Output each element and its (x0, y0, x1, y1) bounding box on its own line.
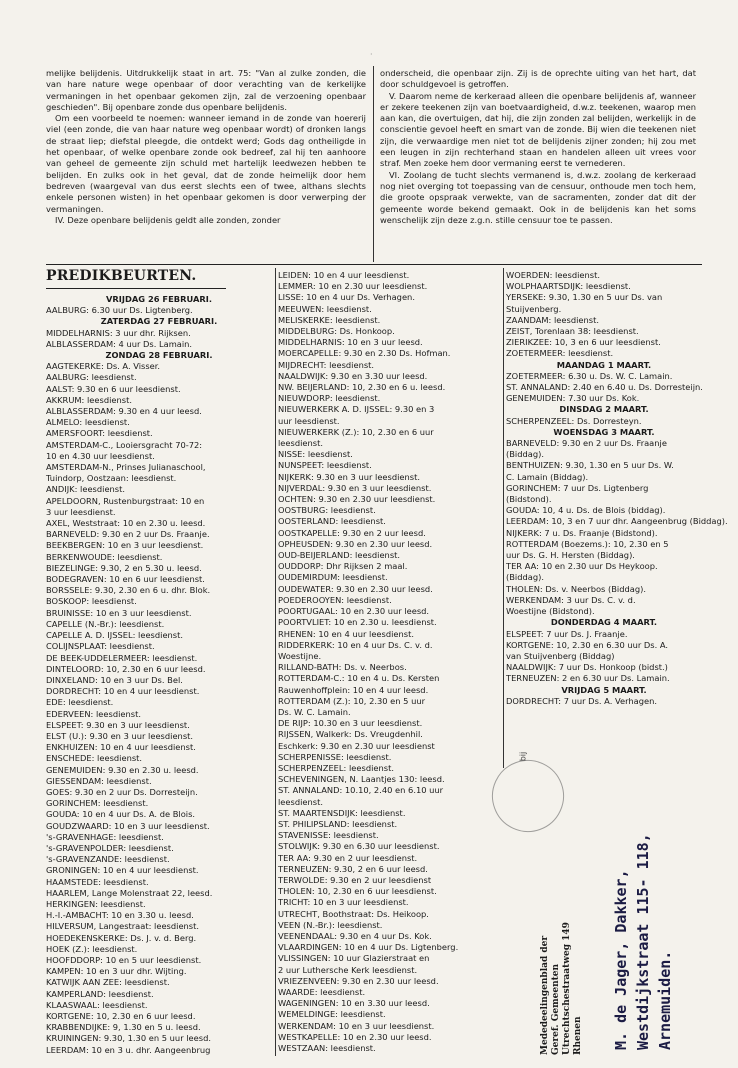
service-entry: AALBURG: 6.30 uur Ds. Ligtenberg. (46, 305, 193, 316)
service-entry: ALBLASSERDAM: 4 uur Ds. Lamain. (46, 338, 193, 349)
service-entry: LEIDEN: 10 en 4 uur leesdienst. (278, 270, 410, 280)
service-entry: H.-I.-AMBACHT: 10 en 3.30 u. leesd. (46, 910, 194, 921)
address-line: Westdijkstraat 115- 118, (634, 833, 652, 1050)
service-entry: ROTTERDAM-C.: 10 en 4 u. Ds. Kersten (278, 673, 440, 684)
day-heading: WOENSDAG 3 MAART. (553, 426, 655, 437)
service-entry: Ds. W. C. Lamain. (278, 706, 351, 717)
service-entry: (Bidstond). (506, 494, 552, 505)
service-entry: ALBLASSERDAM: 9.30 en 4 uur leesd. (46, 406, 202, 417)
address-line: M. de Jager, Dakker, (612, 869, 630, 1050)
service-entry: GIESSENDAM: leesdienst. (46, 775, 152, 786)
service-entry: 's-GRAVENZANDE: leesdienst. (46, 854, 170, 865)
service-entry: ELSPEET: 9.30 en 3 uur leesdienst. (46, 719, 190, 730)
service-entry: TER AA: 10 en 2.30 uur Ds Heykoop. (506, 561, 658, 572)
service-entry: AALBURG: leesdienst. (46, 372, 137, 383)
page-mark: · (370, 50, 373, 59)
title-underline (46, 288, 226, 289)
column-rule (275, 268, 276, 1056)
intro-paragraph: V. Daarom neme de kerkeraad alleen die openbare belijdenis af, wanneer er zekere teekenen zijn van boetvaardigheid, d.w.z. teekenen, waarop men aan kan, die overtuigen, dat hij, die zijn zonden zal belijden, werkelijk in de conscientie gevoel heeft en smart van de zonde. Bij wien die teekenen niet zijn, die verwaardige men niet tot de belijdenis zijner zonden; hij zou met een leugen in zijn rechterhand staan en handelen alleen uit vrees voor straf. Men zoeke hem door vermaning eerst te vernederen. (380, 90, 696, 169)
service-entry: LEERDAM: 10, 3 en 7 uur dhr. Aangeenbrug (Biddag). (506, 516, 728, 527)
service-entry: HILVERSUM, Langestraat: leesdienst. (46, 921, 200, 932)
service-entry: TERNEUZEN: 9.30, 2 en 6 uur leesd. (278, 863, 428, 874)
service-entry: HOOFDDORP: 10 en 5 uur leesdienst. (46, 954, 202, 965)
service-entry: (Biddag). (506, 449, 544, 460)
service-entry: HOEDEKENSKERKE: Ds. J. v. d. Berg. (46, 932, 197, 943)
intro-paragraph: Om een voorbeeld te noemen: wanneer iemand in de zonde van hoererij viel (een zonde, die van haar nature weg openbaar wordt) of dronken langs de straat liep; diefstal pleegde, die ontdekt werd; Gods dag ontheiligde in het openbaar, of welke openbare zonde ook bedreef, zal hij ten aanhoore van geheel de gemeente zijn schuld met hartelijk leedwezen hebben te belijden. En zulks ook in het geval, dat de zonde heimelijk door hem bedreven (waargeval van dus eerst slechts een of twee, althans slechts enkele personen wisten) in het openbaar gekomen is door verwerping der vermaningen. (46, 113, 366, 214)
service-entry: OUDEWATER: 9.30 en 2.30 uur leesd. (278, 583, 433, 594)
service-entry: NIEUWDORP: leesdienst. (278, 393, 381, 404)
service-entry: ANDIJK: leesdienst. (46, 484, 126, 495)
service-entry: DORDRECHT: 10 en 4 uur leesdienst. (46, 686, 200, 697)
service-entry: GENEMUIDEN: 7.30 uur Ds. Kok. (506, 393, 640, 404)
service-entry: 3 uur leesdienst. (46, 506, 116, 517)
service-entry: WAGENINGEN: 10 en 3.30 uur leesd. (278, 998, 430, 1009)
service-entry: NIEUWERKERK (Z.): 10, 2.30 en 6 uur (278, 426, 434, 437)
service-entry: NIJVERDAL: 9.30 en 3 uur leesdienst. (278, 482, 432, 493)
schedule-column-1 (46, 294, 272, 1056)
service-entry: HAARLEM, Lange Molenstraat 22, leesd. (46, 887, 213, 898)
service-entry: OOSTBURG: leesdienst. (278, 505, 376, 516)
service-entry: NISSE: leesdienst. (278, 449, 353, 460)
service-entry: ELSPEET: 7 uur Ds. J. Fraanje. (506, 628, 628, 639)
service-entry: Stuijvenberg. (506, 303, 562, 314)
service-entry: POEDEROOYEN: leesdienst. (278, 594, 392, 605)
service-entry: HERKINGEN: leesdienst. (46, 898, 146, 909)
service-entry: uur leesdienst. (278, 415, 340, 426)
service-entry: BERKENWOUDE: leesdienst. (46, 551, 163, 562)
day-heading: ZATERDAG 27 FEBRUARI. (100, 316, 218, 327)
service-entry: MEEUWEN: leesdienst. (278, 303, 372, 314)
service-entry: uur Ds. G. H. Hersten (Biddag). (506, 550, 635, 561)
service-entry: ZOETERMEER: leesdienst. (506, 348, 614, 359)
day-heading: VRIJDAG 26 FEBRUARI. (105, 294, 212, 304)
service-entry: ROTTERDAM (Z.): 10, 2.30 en 5 uur (278, 695, 426, 706)
service-entry: BODEGRAVEN: 10 en 6 uur leesdienst. (46, 574, 205, 585)
day-heading: ZONDAG 28 FEBRUARI. (105, 350, 213, 361)
service-entry: 2 uur Luthersche Kerk leesdienst. (278, 964, 418, 975)
service-entry: STOLWIJK: 9.30 en 6.30 uur leesdienst. (278, 841, 440, 852)
service-entry: KORTGENE: 10, 2.30 en 6 uur leesd. (46, 1011, 196, 1021)
service-entry: AMERSFOORT: leesdienst. (46, 428, 153, 439)
service-entry: RHENEN: 10 en 4 uur leesdienst. (278, 628, 414, 639)
service-entry: TERNEUZEN: 2 en 6.30 uur Ds. Lamain. (506, 673, 670, 684)
service-entry: ST. ANNALAND: 2.40 en 6.40 u. Ds. Dorresteijn. (506, 382, 703, 393)
service-entry: Eschkerk: 9.30 en 2.30 uur leesdienst (278, 740, 435, 751)
service-entry: DE BEEK-UDDELERMEER: leesdienst. (46, 652, 198, 663)
address-label (610, 833, 676, 1050)
service-entry: OCHTEN: 9.30 en 2.30 uur leesdienst. (278, 494, 436, 505)
service-entry: POORTVLIET: 10 en 2.30 u. leesdienst. (278, 617, 437, 628)
service-entry: EDERVEEN: leesdienst. (46, 708, 141, 719)
service-entry: SCHERPENISSE: leesdienst. (278, 751, 392, 762)
service-entry: APELDOORN, Rustenburgstraat: 10 en (46, 495, 205, 506)
service-entry: KRABBENDIJKE: 9, 1.30 en 5 u. leesd. (46, 1022, 201, 1033)
service-entry: 10 en 4.30 uur leesdienst. (46, 450, 155, 461)
service-entry: COLIJNSPLAAT: leesdienst. (46, 641, 155, 652)
service-entry: MIJDRECHT: leesdienst. (278, 359, 375, 370)
service-entry: BARNEVELD: 9.30 en 2 uur Ds. Fraanje (506, 438, 667, 449)
service-entry: ST. PHILIPSLAND: leesdienst. (278, 818, 398, 829)
service-entry: LISSE: 10 en 4 uur Ds. Verhagen. (278, 292, 415, 303)
service-entry: MIDDELHARNIS: 10 en 3 uur leesd. (278, 337, 423, 348)
service-entry: SCHERPENZEEL: Ds. Dorresteyn. (506, 415, 642, 426)
service-entry: VLISSINGEN: 10 uur Glazierstraat en (278, 953, 430, 964)
schedule-column-2 (278, 270, 500, 1054)
section-divider (46, 264, 702, 265)
service-entry: GORINCHEM: 7 uur Ds. Ligtenberg (506, 482, 649, 493)
service-entry: OPHEUSDEN: 9.30 en 2.30 uur leesd. (278, 538, 433, 549)
service-entry: Woestijne (Bidstond). (506, 606, 595, 617)
service-entry: DINTELOORD: 10, 2.30 en 6 uur leesd. (46, 663, 206, 674)
service-entry: LEMMER: 10 en 2.30 uur leesdienst. (278, 281, 428, 292)
service-entry: GENEMUIDEN: 9.30 en 2.30 u. leesd. (46, 764, 199, 775)
service-entry: VLAARDINGEN: 10 en 4 uur Ds. Ligtenberg. (278, 942, 459, 953)
service-entry: ALMELO: leesdienst. (46, 417, 130, 428)
publisher-line: Utrechtschestraatweg 149 (562, 922, 572, 1055)
intro-paragraph: IV. Deze openbare belijdenis geldt alle zonden, zonder (55, 214, 281, 225)
service-entry: Woestijne. (278, 650, 322, 661)
service-entry: CAPELLE (N.-Br.): leesdienst. (46, 618, 165, 629)
schedule-column-3 (506, 270, 728, 707)
service-entry: TER AA: 9.30 en 2 uur leesdienst. (278, 852, 418, 863)
service-entry: 's-GRAVENHAGE: leesdienst. (46, 831, 164, 842)
service-entry: ZEIST, Torenlaan 38: leesdienst. (506, 326, 639, 337)
service-entry: UTRECHT, Boothstraat: Ds. Heikoop. (278, 908, 429, 919)
column-rule (373, 66, 374, 262)
service-entry: OOSTKAPELLE: 9.30 en 2 uur leesd. (278, 527, 426, 538)
service-entry: BOSKOOP: leesdienst. (46, 596, 137, 607)
service-entry: THOLEN: 10, 2.30 en 6 uur leesdienst. (278, 886, 437, 897)
service-entry: LEERDAM: 10 en 3 u. dhr. Aangeenbrug (46, 1044, 211, 1055)
service-entry: leesdienst. (278, 438, 323, 449)
service-entry: BIEZELINGE: 9.30, 2 en 5.30 u. leesd. (46, 562, 202, 573)
service-entry: GORINCHEM: leesdienst. (46, 798, 149, 809)
service-entry: TERWOLDE: 9.30 en 2 uur leesdienst (278, 874, 432, 885)
service-entry: ROTTERDAM (Boezems.): 10, 2.30 en 5 (506, 538, 669, 549)
service-entry: TRICHT: 10 en 3 uur leesdienst. (278, 897, 409, 908)
service-entry: MIDDELBURG: Ds. Honkoop. (278, 326, 395, 337)
service-entry: WOLPHAARTSDIJK: leesdienst. (506, 281, 631, 292)
service-entry: MOERCAPELLE: 9.30 en 2.30 Ds. Hofman. (278, 348, 451, 359)
service-entry: WERKENDAM: 3 uur Ds. C. v. d. (506, 594, 636, 605)
service-entry: OUDEMIRDUM: leesdienst. (278, 572, 388, 583)
page-title: PREDIKBEURTEN. (46, 268, 197, 284)
service-entry: (Biddag). (506, 572, 544, 583)
service-entry: BENTHUIZEN: 9.30, 1.30 en 5 uur Ds. W. (506, 460, 674, 471)
service-entry: OOSTERLAND: leesdienst. (278, 516, 386, 527)
service-entry: DORDRECHT: 7 uur Ds. A. Verhagen. (506, 695, 657, 706)
service-entry: VRIEZENVEEN: 9.30 en 2.30 uur leesd. (278, 975, 439, 986)
service-entry: ZIERIKZEE: 10, 3 en 6 uur leesdienst. (506, 337, 661, 348)
service-entry: ENKHUIZEN: 10 en 4 uur leesdienst. (46, 742, 196, 753)
service-entry: ELST (U.): 9.30 en 3 uur leesdienst. (46, 730, 194, 741)
service-entry: WESTKAPELLE: 10 en 2.30 uur leesd. (278, 1031, 432, 1042)
service-entry: Tuindorp, Oostzaan: leesdienst. (46, 473, 177, 484)
day-heading: MAANDAG 1 MAART. (556, 359, 652, 370)
intro-paragraph: VI. Zoolang de tucht slechts vermanend is, d.w.z. zoolang de kerkeraad nog niet overging tot toepassing van de censuur, onthoude men toch hem, die groote opspraak verwekte, van de sacramenten, zonder dat dit der gemeente worde bekend gemaakt. Ook in de belijdenis kan het soms wenschelijk zijn deze z.g.n. stille censuur toe te passen. (380, 169, 696, 225)
service-entry: ST. MAARTENSDIJK: leesdienst. (278, 807, 406, 818)
service-entry: Rauwenhoffplein: 10 en 4 uur leesd. (278, 684, 429, 695)
service-entry: BEEKBERGEN: 10 en 3 uur leesdienst. (46, 540, 204, 551)
publisher-line: Mededeelingenblad der (540, 935, 550, 1055)
service-entry: NIJKERK: 9.30 en 3 uur leesdienst. (278, 471, 420, 482)
service-entry: GOUDZWAARD: 10 en 3 uur leesdienst. (46, 820, 210, 831)
service-entry: MIDDELHARNIS: 3 uur dhr. Rijksen. (46, 327, 191, 338)
publisher-line: Rhenen (573, 1016, 583, 1055)
service-entry: YERSEKE: 9.30, 1.30 en 5 uur Ds. van (506, 292, 663, 303)
intro-paragraph: onderscheid, die openbaar zijn. Zij is de oprechte uiting van het hart, dat door schuldgevoel is getroffen. (380, 68, 696, 90)
service-entry: van Stuijvenberg (Biddag) (506, 650, 615, 661)
service-entry: BRUINISSE: 10 en 3 uur leesdienst. (46, 607, 192, 618)
service-entry: KLAASWAAL: leesdienst. (46, 999, 148, 1010)
service-entry: RILLAND-BATH: Ds. v. Neerbos. (278, 662, 407, 673)
service-entry: NW. BEIJERLAND: 10, 2.30 en 6 u. leesd. (278, 382, 446, 393)
publisher-line: Geref. Gemeenten (551, 963, 561, 1055)
service-entry: AALST: 9.30 en 6 uur leesdienst. (46, 383, 181, 394)
day-heading: DONDERDAG 4 MAART. (550, 617, 658, 628)
service-entry: leesdienst. (278, 796, 323, 807)
service-entry: MELISKERKE: leesdienst. (278, 314, 381, 325)
service-entry: AMSTERDAM-C., Looiersgracht 70-72: (46, 439, 203, 450)
service-entry: AMSTERDAM-N., Prinses Julianaschool, (46, 462, 206, 473)
service-entry: GOUDA: 10, 4 u. Ds. de Blois (biddag). (506, 505, 666, 516)
service-entry: KATWIJK AAN ZEE: leesdienst. (46, 977, 170, 988)
service-entry: AKKRUM: leesdienst. (46, 394, 132, 405)
service-entry: KAMPERLAND: leesdienst. (46, 988, 154, 999)
day-heading: VRIJDAG 5 MAART. (561, 684, 647, 695)
intro-paragraph: melijke belijdenis. Uitdrukkelijk staat in art. 75: "Van al zulke zonden, die van hare nature wege openbaar of door verachting van de kerkelijke vermaningen in het openbaar gekomen zijn, zal de verzoening openbaar geschieden". Bij openbare zonde dus openbare belijdenis. (46, 68, 366, 112)
service-entry: THOLEN: Ds. v. Neerbos (Biddag). (506, 583, 646, 594)
service-entry: NUNSPEET: leesdienst. (278, 460, 372, 471)
service-entry: DINXELAND: 10 en 3 uur Ds. Bel. (46, 674, 183, 685)
service-entry: AXEL, Weststraat: 10 en 2.30 u. leesd. (46, 518, 206, 529)
service-entry: VEEN (N.-Br.): leesdienst. (278, 919, 383, 930)
address-line: Arnemuiden. (656, 950, 674, 1050)
service-entry: C. Lamain (Biddag). (506, 471, 589, 482)
service-entry: NAALDWIJK: 7 uur Ds. Honkoop (bidst.) (506, 662, 668, 673)
publisher-block (540, 922, 584, 1055)
service-entry: HAAMSTEDE: leesdienst. (46, 876, 149, 887)
service-entry: WAARDE: leesdienst. (278, 987, 366, 997)
service-entry: STAVENISSE: leesdienst. (278, 830, 379, 841)
service-entry: ENSCHEDE: leesdienst. (46, 753, 143, 764)
service-entry: GOUDA: 10 en 4 uur Ds. A. de Blois. (46, 809, 196, 820)
service-entry: ST. ANNALAND: 10.10, 2.40 en 6.10 uur (278, 785, 444, 796)
service-entry: SCHEVENINGEN, N. Laantjes 130: leesd. (278, 774, 445, 785)
service-entry: KAMPEN: 10 en 3 uur dhr. Wijting. (46, 966, 187, 977)
service-entry: NIEUWERKERK A. D. IJSSEL: 9.30 en 3 (278, 404, 435, 415)
service-entry: RIJSSEN, Walkerk: Ds. Vreugdenhil. (278, 729, 423, 740)
service-entry: DE RIJP: 10.30 en 3 uur leesdienst. (278, 718, 423, 729)
day-heading: DINSDAG 2 MAART. (559, 404, 649, 415)
service-entry: ZAANDAM: leesdienst. (506, 314, 599, 325)
service-entry: AAGTEKERKE: Ds. A. Visser. (46, 361, 161, 372)
service-entry: BARNEVELD: 9.30 en 2 uur Ds. Fraanje. (46, 529, 210, 540)
service-entry: BORSSELE: 9.30, 2.30 en 6 u. dhr. Blok. (46, 585, 211, 596)
intro-left-column (46, 68, 366, 226)
service-entry: GOES: 9.30 en 2 uur Ds. Dorresteijn. (46, 786, 198, 797)
service-entry: CAPELLE A. D. IJSSEL: leesdienst. (46, 630, 184, 641)
service-entry: WEMELDINGE: leesdienst. (278, 1009, 386, 1020)
column-rule (503, 268, 504, 768)
service-entry: 's-GRAVENPOLDER: leesdienst. (46, 842, 174, 853)
service-entry: RIDDERKERK: 10 en 4 uur Ds. C. v. d. (278, 639, 433, 650)
service-entry: NIJKERK: 7 u. Ds. Fraanje (Bidstond). (506, 527, 658, 538)
service-entry: OUD-BEIJERLAND: leesdienst. (278, 550, 401, 561)
service-entry: ZOETERMEER: 6.30 u. Ds. W. C. Lamain. (506, 370, 673, 381)
stamp-label: bij (518, 751, 528, 762)
service-entry: KORTGENE: 10, 2.30 en 6.30 uur Ds. A. (506, 639, 669, 650)
service-entry: WERKENDAM: 10 en 3 uur leesdienst. (278, 1020, 435, 1031)
service-entry: SCHERPENZEEL: leesdienst. (278, 762, 394, 773)
service-entry: POORTUGAAL: 10 en 2.30 uur leesd. (278, 606, 430, 617)
intro-right-column (380, 68, 696, 226)
service-entry: HOEK (Z.): leesdienst. (46, 943, 138, 954)
service-entry: NAALDWIJK: 9.30 en 3.30 uur leesd. (278, 370, 428, 381)
service-entry: GRONINGEN: 10 en 4 uur leesdienst. (46, 865, 199, 876)
service-entry: OUDDORP: Dhr Rijksen 2 maal. (278, 561, 408, 572)
service-entry: EDE: leesdienst. (46, 697, 114, 708)
service-entry: WOERDEN: leesdienst. (506, 270, 600, 280)
service-entry: VEENENDAAL: 9.30 en 4 uur Ds. Kok. (278, 930, 432, 941)
service-entry: KRUININGEN: 9.30, 1.30 en 5 uur leesd. (46, 1033, 211, 1044)
service-entry: WESTZAAN: leesdienst. (278, 1043, 376, 1054)
